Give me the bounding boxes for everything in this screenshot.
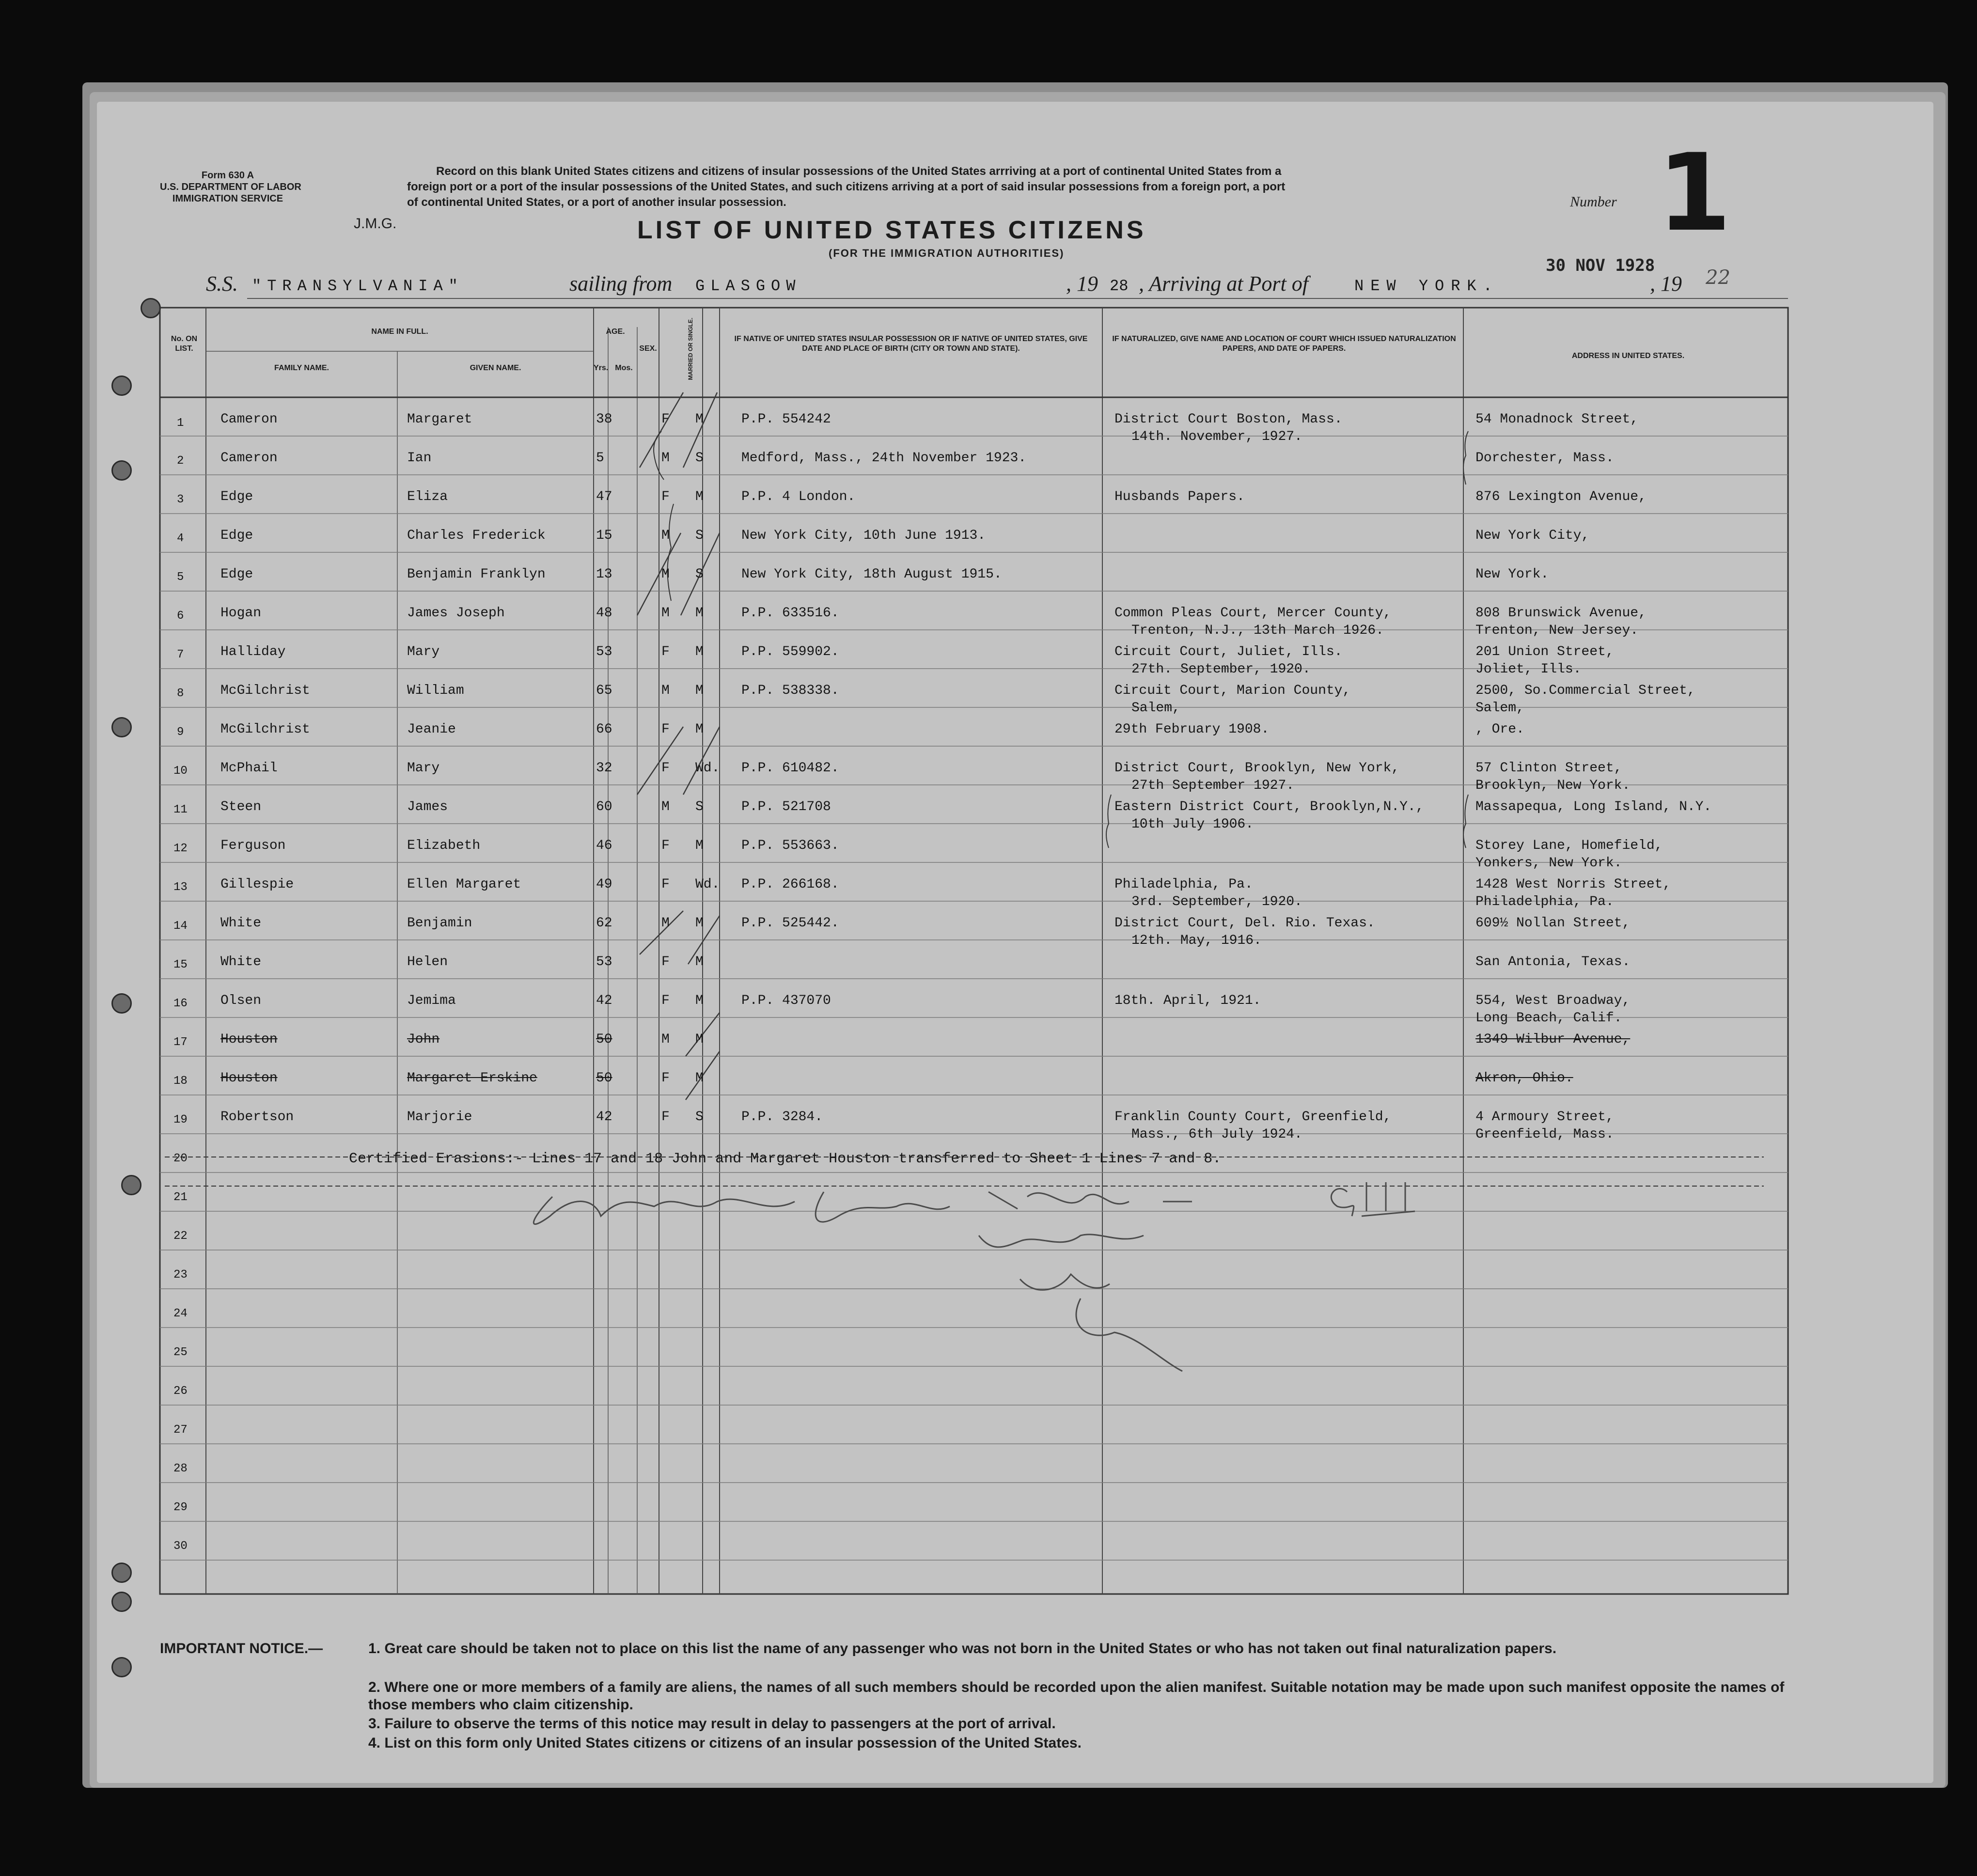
row-number: 30 (173, 1540, 188, 1553)
cell-ms: M (695, 1071, 704, 1086)
year-prefix-2: , 19 (1650, 272, 1682, 296)
cell-sex: F (661, 722, 670, 737)
col-no-on-list: No. ON LIST. (171, 335, 198, 353)
notice-item-4: 4. List on this form only United States citizens or citizens of an insular possession of the United States. (368, 1735, 1082, 1751)
sailing-label: sailing from (569, 272, 673, 296)
initials: J.M.G. (354, 216, 397, 232)
cell-age: 48 (596, 606, 612, 621)
cell-addr-line2: Trenton, New Jersey. (1475, 623, 1639, 638)
cell-addr-line2: Yonkers, New York. (1475, 856, 1622, 871)
cell-given: Benjamin Franklyn (407, 567, 546, 582)
year-prefix-1: , 19 (1066, 272, 1098, 296)
row-number: 29 (173, 1501, 188, 1514)
notice-item-1: 1. Great care should be taken not to place on this list the name of any passenger who was not born in the United States or who has not taken out final naturalization papers. (368, 1641, 1557, 1657)
important-notice-heading: IMPORTANT NOTICE.— (160, 1641, 323, 1657)
row-number: 4 (177, 532, 184, 545)
cell-given: James Joseph (407, 606, 505, 621)
cell-native: P.P. 559902. (741, 644, 839, 659)
ship-name: "TRANSYLVANIA" (252, 277, 464, 295)
arrival-port: NEW YORK. (1354, 277, 1499, 295)
inspector-signature (97, 102, 1933, 1783)
cell-sex: F (661, 838, 670, 853)
cell-given: James (407, 799, 448, 814)
row-number: 1 (177, 417, 184, 430)
cell-native: P.P. 4 London. (741, 489, 856, 504)
cell-family: Gillespie (220, 877, 294, 892)
departure-port: GLASGOW (695, 277, 801, 295)
cell-age: 62 (596, 916, 612, 931)
row-number: 5 (177, 571, 184, 584)
cell-nat: Circuit Court, Marion County, (1114, 683, 1351, 698)
cell-family: Edge (220, 489, 253, 504)
cell-family: Houston (220, 1071, 278, 1086)
cell-nat-line2: Trenton, N.J., 13th March 1926. (1131, 623, 1384, 638)
cell-addr: San Antonia, Texas. (1475, 954, 1631, 969)
col-naturalized: IF NATURALIZED, GIVE NAME AND LOCATION OF COURT WHICH ISSUED NATURALIZATION PAPERS, AND DATE OF PAPERS. (1112, 335, 1456, 353)
col-native-birthplace: IF NATIVE OF UNITED STATES INSULAR POSSESSION OR IF NATIVE OF UNITED STATES, GIVE DATE AND PLACE OF BIRTH (CITY OR TOWN AND STATE). (734, 335, 1088, 353)
cell-sex: F (661, 993, 670, 1008)
cell-nat: 18th. April, 1921. (1114, 993, 1261, 1008)
row-number: 16 (173, 997, 188, 1010)
manifest-sheet (97, 102, 1933, 1783)
cell-sex: M (661, 683, 670, 698)
cell-ms: S (695, 567, 704, 582)
cell-age: 49 (596, 877, 612, 892)
row-number: 6 (177, 610, 184, 623)
cell-nat-line2: 27th. September, 1920. (1131, 662, 1311, 677)
cell-given: Ellen Margaret (407, 877, 521, 892)
cell-age: 38 (596, 412, 612, 427)
row-number: 13 (173, 881, 188, 894)
cell-addr: New York. (1475, 567, 1549, 582)
cell-age: 66 (596, 722, 612, 737)
cell-ms: M (695, 954, 704, 969)
arrival-date-stamp: 30 NOV 1928 (1546, 256, 1655, 275)
cell-native: New York City, 10th June 1913. (741, 528, 986, 543)
row-number: 21 (173, 1191, 188, 1204)
cell-nat: Eastern District Court, Brooklyn,N.Y., (1114, 799, 1424, 814)
row-number: 17 (173, 1036, 188, 1049)
row-number: 10 (173, 765, 188, 778)
cell-nat-line2: 12th. May, 1916. (1131, 933, 1262, 948)
cell-given: Margaret Erskine (407, 1071, 537, 1086)
cell-addr-line2: Long Beach, Calif. (1475, 1011, 1622, 1026)
cell-nat-line2: 3rd. September, 1920. (1131, 894, 1302, 909)
row-number: 28 (173, 1462, 188, 1475)
cell-sex: M (661, 1032, 670, 1047)
cell-given: Elizabeth (407, 838, 481, 853)
cell-given: Marjorie (407, 1110, 472, 1125)
cell-sex: M (661, 799, 670, 814)
cell-given: Jeanie (407, 722, 456, 737)
cell-addr: 554, West Broadway, (1475, 993, 1631, 1008)
cell-native: New York City, 18th August 1915. (741, 567, 1002, 582)
cell-sex: M (661, 916, 670, 931)
cell-addr: Massapequa, Long Island, N.Y. (1475, 799, 1712, 814)
col-yrs: Yrs. (594, 364, 609, 372)
cell-nat: Philadelphia, Pa. (1114, 877, 1253, 892)
cell-nat: Common Pleas Court, Mercer County, (1114, 606, 1392, 621)
cell-native: P.P. 3284. (741, 1110, 823, 1125)
cell-family: Cameron (220, 412, 278, 427)
cell-ms: Wd. (695, 761, 720, 776)
cell-native: P.P. 437070 (741, 993, 831, 1008)
cell-native: P.P. 633516. (741, 606, 839, 621)
cell-nat: Franklin County Court, Greenfield, (1114, 1110, 1392, 1125)
ss-label: S.S. (206, 272, 238, 296)
cell-given: Ian (407, 451, 432, 466)
cell-addr: 2500, So.Commercial Street, (1475, 683, 1695, 698)
cell-sex: F (661, 489, 670, 504)
cell-nat-line2: Mass., 6th July 1924. (1131, 1127, 1302, 1142)
cell-given: Benjamin (407, 916, 472, 931)
cell-addr: New York City, (1475, 528, 1590, 543)
cell-addr-line2: Brooklyn, New York. (1475, 778, 1631, 793)
cell-addr: , Ore. (1475, 722, 1524, 737)
cell-sex: M (661, 567, 670, 582)
col-married-single: MARRIED OR SINGLE. (687, 317, 694, 380)
cell-ms: M (695, 993, 704, 1008)
cell-age: 53 (596, 644, 612, 659)
cell-family: Cameron (220, 451, 278, 466)
cell-sex: F (661, 644, 670, 659)
row-number: 23 (173, 1268, 188, 1282)
row-number: 27 (173, 1423, 188, 1437)
cell-ms: M (695, 412, 704, 427)
cell-given: William (407, 683, 464, 698)
cell-given: Charles Frederick (407, 528, 546, 543)
row-number: 20 (173, 1152, 188, 1165)
cell-family: McGilchrist (220, 722, 310, 737)
cell-age: 50 (596, 1032, 612, 1047)
cell-family: Houston (220, 1032, 278, 1047)
cell-ms: M (695, 838, 704, 853)
year-1: 28 (1110, 277, 1129, 295)
cell-ms: S (695, 1110, 704, 1125)
cell-age: 42 (596, 1110, 612, 1125)
row-number: 8 (177, 687, 184, 700)
cell-family: McPhail (220, 761, 278, 776)
cell-sex: M (661, 451, 670, 466)
instructions: Record on this blank United States citizens and citizens of insular possessions of the United States arrriving at a port of continental United States from a foreign port or a port of the insular possessions of the United States, and such citizens arriving at a port of said insular possessions from a foreign port, a port of continental United States, or a port of another insular possession. (407, 165, 1286, 209)
cell-family: Edge (220, 528, 253, 543)
cell-nat-line2: 10th July 1906. (1131, 817, 1254, 832)
cell-given: Mary (407, 644, 440, 659)
cell-ms: M (695, 1032, 704, 1047)
row-number: 14 (173, 920, 188, 933)
col-family-name: FAMILY NAME. (274, 364, 329, 372)
cell-family: Hogan (220, 606, 262, 621)
cell-addr-line2: Philadelphia, Pa. (1475, 894, 1614, 909)
cell-native: P.P. 521708 (741, 799, 831, 814)
cell-ms: Wd. (695, 877, 720, 892)
cell-sex: F (661, 954, 670, 969)
cell-addr: 4 Armoury Street, (1475, 1110, 1614, 1125)
cell-ms: S (695, 451, 704, 466)
cell-age: 47 (596, 489, 612, 504)
col-name-in-full: NAME IN FULL. (371, 328, 428, 336)
cell-given: Jemima (407, 993, 456, 1008)
cell-family: McGilchrist (220, 683, 310, 698)
cell-age: 5 (596, 451, 604, 466)
cell-age: 60 (596, 799, 612, 814)
row-number: 9 (177, 726, 184, 739)
arriving-label: , Arriving at Port of (1139, 272, 1308, 296)
notice-item-2: 2. Where one or more members of a family are aliens, the names of all such members should be recorded upon the alien manifest. Suitable notation may be made upon such manifest opposite the names of those members who claim citizenship. (368, 1679, 1785, 1713)
row-number: 2 (177, 454, 184, 468)
cell-ms: M (695, 916, 704, 931)
cell-sex: F (661, 1110, 670, 1125)
cell-sex: F (661, 1071, 670, 1086)
cell-native: P.P. 266168. (741, 877, 839, 892)
col-mos: Mos. (615, 364, 633, 372)
cell-nat: District Court, Brooklyn, New York, (1114, 761, 1400, 776)
cell-given: Eliza (407, 489, 448, 504)
page-title: LIST OF UNITED STATES CITIZENS (637, 216, 1146, 244)
cell-family: Ferguson (220, 838, 286, 853)
cell-addr: Storey Lane, Homefield, (1475, 838, 1663, 853)
cell-sex: F (661, 877, 670, 892)
cell-ms: M (695, 722, 704, 737)
row-number: 11 (173, 803, 188, 816)
cell-nat: 29th February 1908. (1114, 722, 1270, 737)
year-2: 22 (1706, 266, 1730, 289)
cell-nat-line2: 27th September 1927. (1131, 778, 1295, 793)
col-given-name: GIVEN NAME. (470, 364, 521, 372)
row-number: 7 (177, 648, 184, 661)
row-number: 25 (173, 1346, 188, 1359)
cell-given: Mary (407, 761, 440, 776)
col-address: ADDRESS IN UNITED STATES. (1571, 352, 1685, 360)
cell-family: Olsen (220, 993, 262, 1008)
row-number: 12 (173, 842, 188, 855)
erasure-note: Certified Erasions:- Lines 17 and 18 John and Margaret Houston transferred to Sheet 1 Lines 7 and 8. (349, 1151, 1222, 1167)
cell-age: 53 (596, 954, 612, 969)
form-identifier: Form 630 A U.S. DEPARTMENT OF LABOR IMMIGRATION SERVICE (160, 170, 301, 204)
cell-family: White (220, 916, 262, 931)
cell-addr: 609½ Nollan Street, (1475, 916, 1631, 931)
cell-age: 42 (596, 993, 612, 1008)
cell-addr: 876 Lexington Avenue, (1475, 489, 1647, 504)
cell-addr: Akron, Ohio. (1475, 1071, 1573, 1086)
row-number: 24 (173, 1307, 188, 1320)
cell-addr: 1428 West Norris Street, (1475, 877, 1671, 892)
cell-family: Robertson (220, 1110, 294, 1125)
cell-given: Helen (407, 954, 448, 969)
cell-given: Margaret (407, 412, 472, 427)
page-subtitle: (FOR THE IMMIGRATION AUTHORITIES) (829, 247, 1065, 259)
number-label: Number (1570, 194, 1617, 210)
cell-sex: F (661, 412, 670, 427)
cell-family: Edge (220, 567, 253, 582)
row-number: 22 (173, 1230, 188, 1243)
cell-ms: M (695, 683, 704, 698)
notice-item-3: 3. Failure to observe the terms of this notice may result in delay to passengers at the port of arrival. (368, 1716, 1056, 1732)
row-number: 3 (177, 493, 184, 506)
cell-nat-line2: 14th. November, 1927. (1131, 429, 1302, 444)
cell-ms: M (695, 644, 704, 659)
row-number: 15 (173, 958, 188, 971)
cell-given: John (407, 1032, 440, 1047)
cell-addr: 201 Union Street, (1475, 644, 1614, 659)
cell-family: Steen (220, 799, 262, 814)
cell-addr: Dorchester, Mass. (1475, 451, 1614, 466)
cell-native: P.P. 610482. (741, 761, 839, 776)
col-sex: SEX. (639, 344, 657, 353)
cell-age: 15 (596, 528, 612, 543)
cell-ms: M (695, 489, 704, 504)
cell-age: 65 (596, 683, 612, 698)
row-number: 26 (173, 1385, 188, 1398)
cell-sex: F (661, 761, 670, 776)
cell-nat: Husbands Papers. (1114, 489, 1245, 504)
cell-family: Halliday (220, 644, 286, 659)
cell-addr: 808 Brunswick Avenue, (1475, 606, 1647, 621)
cell-addr-line2: Salem, (1475, 701, 1524, 716)
row-number: 19 (173, 1113, 188, 1126)
cell-native: Medford, Mass., 24th November 1923. (741, 451, 1027, 466)
col-age: AGE. (606, 328, 625, 336)
cell-nat: District Court Boston, Mass. (1114, 412, 1343, 427)
sheet-number: 1 (1657, 131, 1732, 255)
cell-sex: M (661, 528, 670, 543)
cell-ms: S (695, 799, 704, 814)
cell-nat: Circuit Court, Juliet, Ills. (1114, 644, 1343, 659)
cell-native: P.P. 538338. (741, 683, 839, 698)
cell-ms: M (695, 606, 704, 621)
cell-ms: S (695, 528, 704, 543)
cell-age: 32 (596, 761, 612, 776)
cell-addr: 54 Monadnock Street, (1475, 412, 1639, 427)
cell-native: P.P. 525442. (741, 916, 839, 931)
cell-addr-line2: Joliet, Ills. (1475, 662, 1582, 677)
cell-addr-line2: Greenfield, Mass. (1475, 1127, 1614, 1142)
cell-nat-line2: Salem, (1131, 701, 1180, 716)
cell-age: 46 (596, 838, 612, 853)
cell-age: 13 (596, 567, 612, 582)
cell-sex: M (661, 606, 670, 621)
cell-native: P.P. 554242 (741, 412, 831, 427)
cell-addr: 1349 Wilbur Avenue, (1475, 1032, 1631, 1047)
cell-age: 50 (596, 1071, 612, 1086)
cell-native: P.P. 553663. (741, 838, 839, 853)
cell-addr: 57 Clinton Street, (1475, 761, 1622, 776)
cell-nat: District Court, Del. Rio. Texas. (1114, 916, 1375, 931)
row-number: 18 (173, 1075, 188, 1088)
cell-family: White (220, 954, 262, 969)
